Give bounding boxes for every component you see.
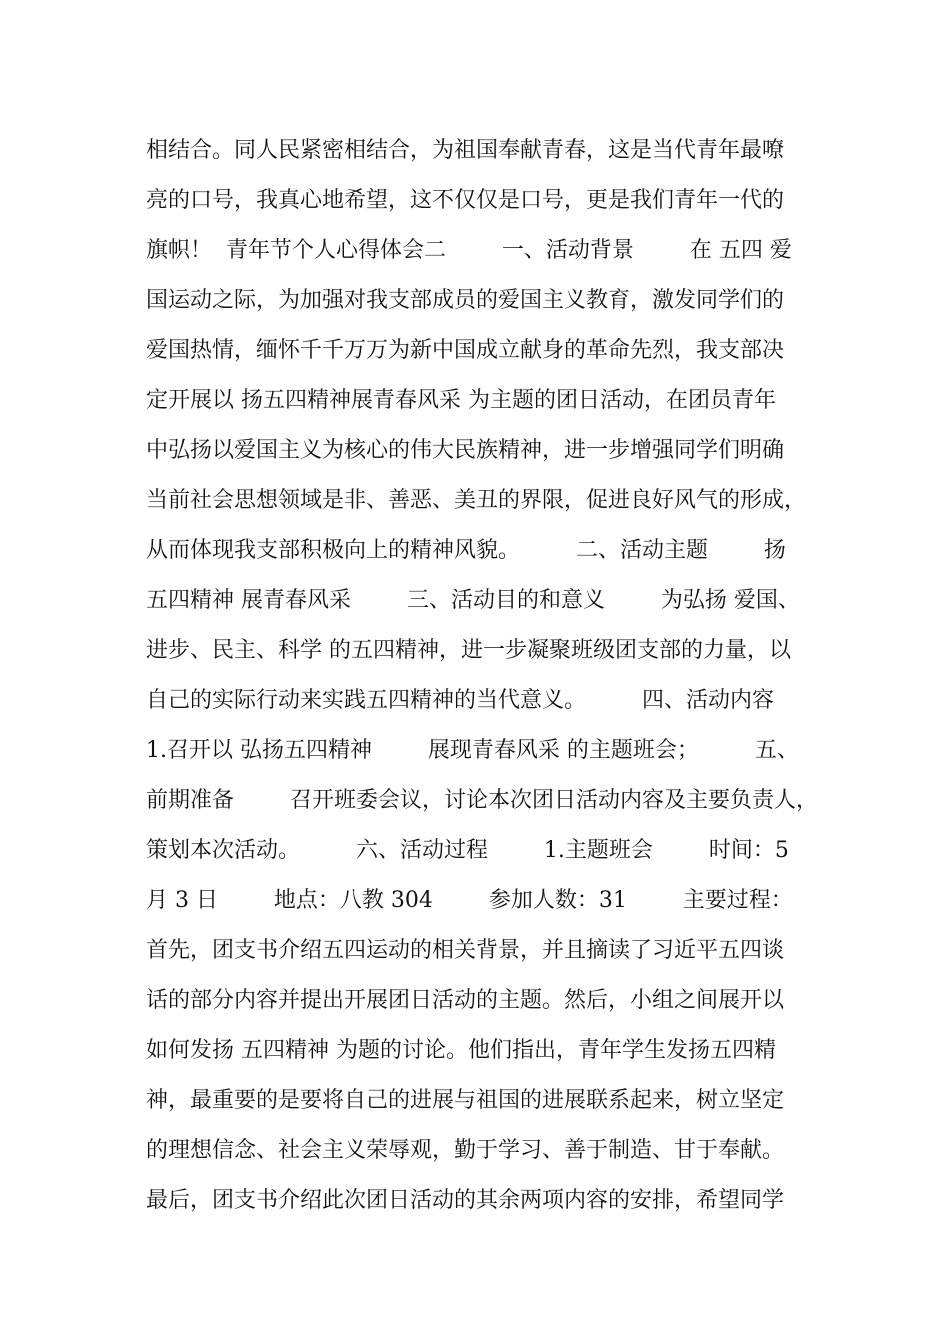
text-line: 国运动之际，为加强对我支部成员的爱国主义教育，激发同学们的 [146, 288, 785, 313]
text-line: 话的部分内容并提出开展团日活动的主题。然后，小组之间展开以 [146, 988, 785, 1013]
text-line: 当前社会思想领域是非、善恶、美丑的界限，促进良好风气的形成， [146, 488, 807, 513]
text-line: 的理想信念、社会主义荣辱观，勤于学习、善于制造、甘于奉献。 [146, 1138, 785, 1163]
text-line: 自己的实际行动来实践五四精神的当代意义。 四、活动内容 [146, 688, 774, 713]
text-line: 首先，团支书介绍五四运动的相关背景，并且摘读了习近平五四谈 [146, 938, 785, 963]
text-line: 爱国热情，缅怀千千万万为新中国成立献身的革命先烈，我支部决 [146, 338, 785, 363]
text-line: 亮的口号，我真心地希望，这不仅仅是口号，更是我们青年一代的 [146, 188, 785, 213]
text-line: 相结合。同人民紧密相结合，为祖国奉献青春，这是当代青年最嘹 [146, 138, 785, 163]
text-line: 1.召开以 弘扬五四精神 展现青春风采 的主题班会； 五、 [146, 738, 799, 763]
text-line: 如何发扬 五四精神 为题的讨论。他们指出，青年学生发扬五四精 [146, 1038, 776, 1063]
text-line: 前期准备 召开班委会议，讨论本次团日活动内容及主要负责人， [146, 788, 818, 813]
text-line: 五四精神 展青春风采 三、活动目的和意义 为弘扬 爱国、 [146, 588, 800, 613]
text-line: 定开展以 扬五四精神展青春风采 为主题的团日活动，在团员青年 [146, 388, 776, 413]
text-line: 最后，团支书介绍此次团日活动的其余两项内容的安排，希望同学 [146, 1188, 785, 1213]
text-line: 中弘扬以爱国主义为核心的伟大民族精神，进一步增强同学们明确 [146, 438, 785, 463]
text-line: 从而体现我支部积极向上的精神风貌。 二、活动主题 扬 [146, 538, 786, 563]
text-line: 月 3 日 地点：八教 304 参加人数：31 主要过程： [146, 888, 793, 913]
text-line: 进步、民主、科学 的五四精神，进一步凝聚班级团支部的力量，以 [146, 638, 791, 663]
text-line: 策划本次活动。 六、活动过程 1.主题班会 时间：5 [146, 838, 789, 863]
text-line: 旗帜！ 青年节个人心得体会二 一、活动背景 在 五四 爱 [146, 238, 792, 263]
text-line: 神，最重要的是要将自己的进展与祖国的进展联系起来，树立坚定 [146, 1088, 785, 1113]
